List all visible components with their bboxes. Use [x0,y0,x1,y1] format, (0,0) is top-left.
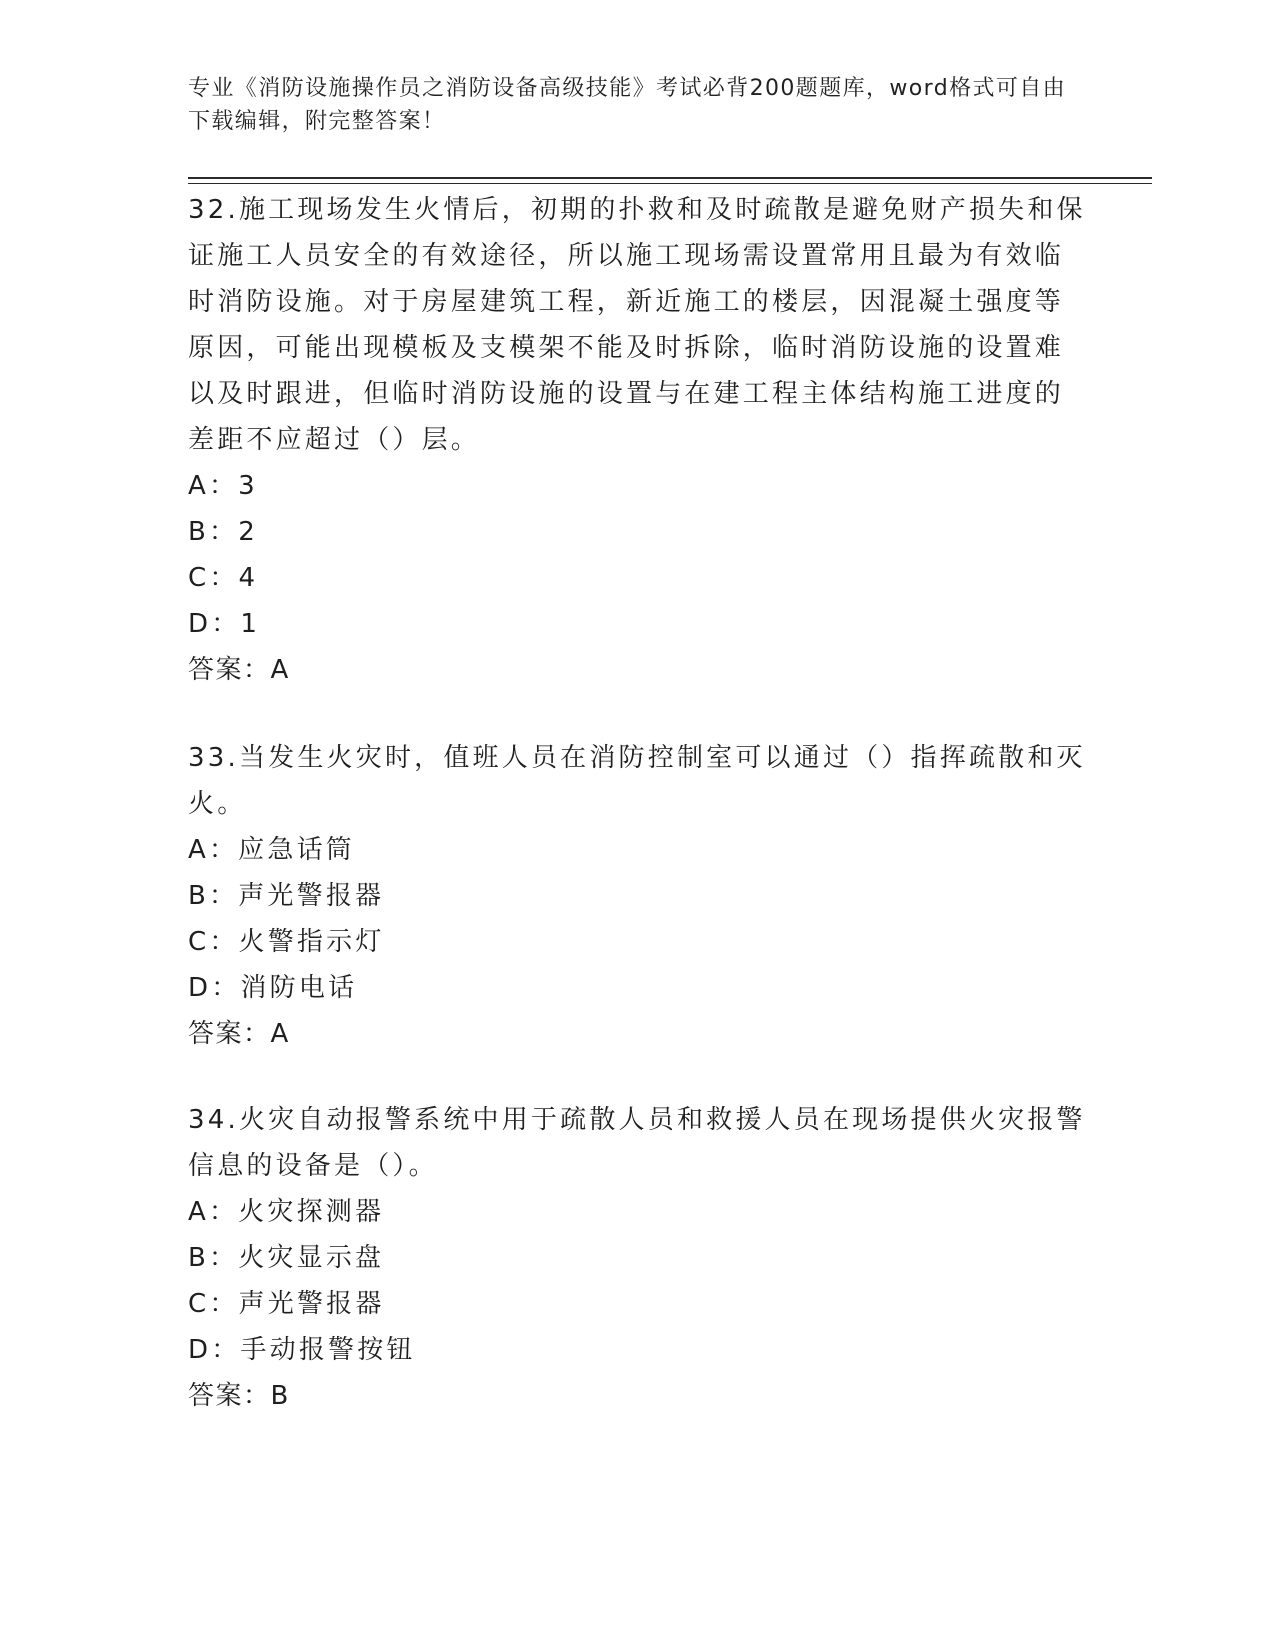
header-divider-thin [188,183,1152,184]
answer: 答案：B [188,1381,290,1411]
question-34 [188,1097,1088,1419]
answer: 答案：A [188,1019,290,1049]
question-32 [188,187,1088,693]
option-a: A：应急话筒 [188,835,355,865]
option-a: A：3 [188,471,258,501]
option-b: B：火灾显示盘 [188,1243,385,1273]
answer: 答案：A [188,655,290,685]
question-stem: 34.火灾自动报警系统中用于疏散人员和救援人员在现场提供火灾报警信息的设备是（）。 [188,1105,1086,1181]
question-stem: 33.当发生火灾时，值班人员在消防控制室可以通过（）指挥疏散和灭火。 [188,743,1086,819]
option-d: D：1 [188,609,261,639]
option-b: B：声光警报器 [188,881,385,911]
option-c: C：4 [188,563,259,593]
option-c: C：声光警报器 [188,1289,385,1319]
question-stem: 32.施工现场发生火情后，初期的扑救和及时疏散是避免财产损失和保证施工人员安全的有效途径，所以施工现场需设置常用且最为有效临时消防设施。对于房屋建筑工程，新近施工的楼层，因混凝土强度等原因，可能出现模板及支模架不能及时拆除，临时消防设施的设置难以及时跟进，但临时消防设施的设置与在建工程主体结构施工进度的差距不应超过（）层。 [188,195,1086,455]
option-c: C：火警指示灯 [188,927,385,957]
question-33 [188,735,1088,1057]
document-header: 专业《消防设施操作员之消防设备高级技能》考试必背200题题库，word格式可自由下载编辑，附完整答案！ [188,76,1067,134]
option-d: D：消防电话 [188,973,358,1003]
option-a: A：火灾探测器 [188,1197,385,1227]
option-d: D：手动报警按钮 [188,1335,416,1365]
header-divider-thick [188,177,1152,179]
option-b: B：2 [188,517,258,547]
